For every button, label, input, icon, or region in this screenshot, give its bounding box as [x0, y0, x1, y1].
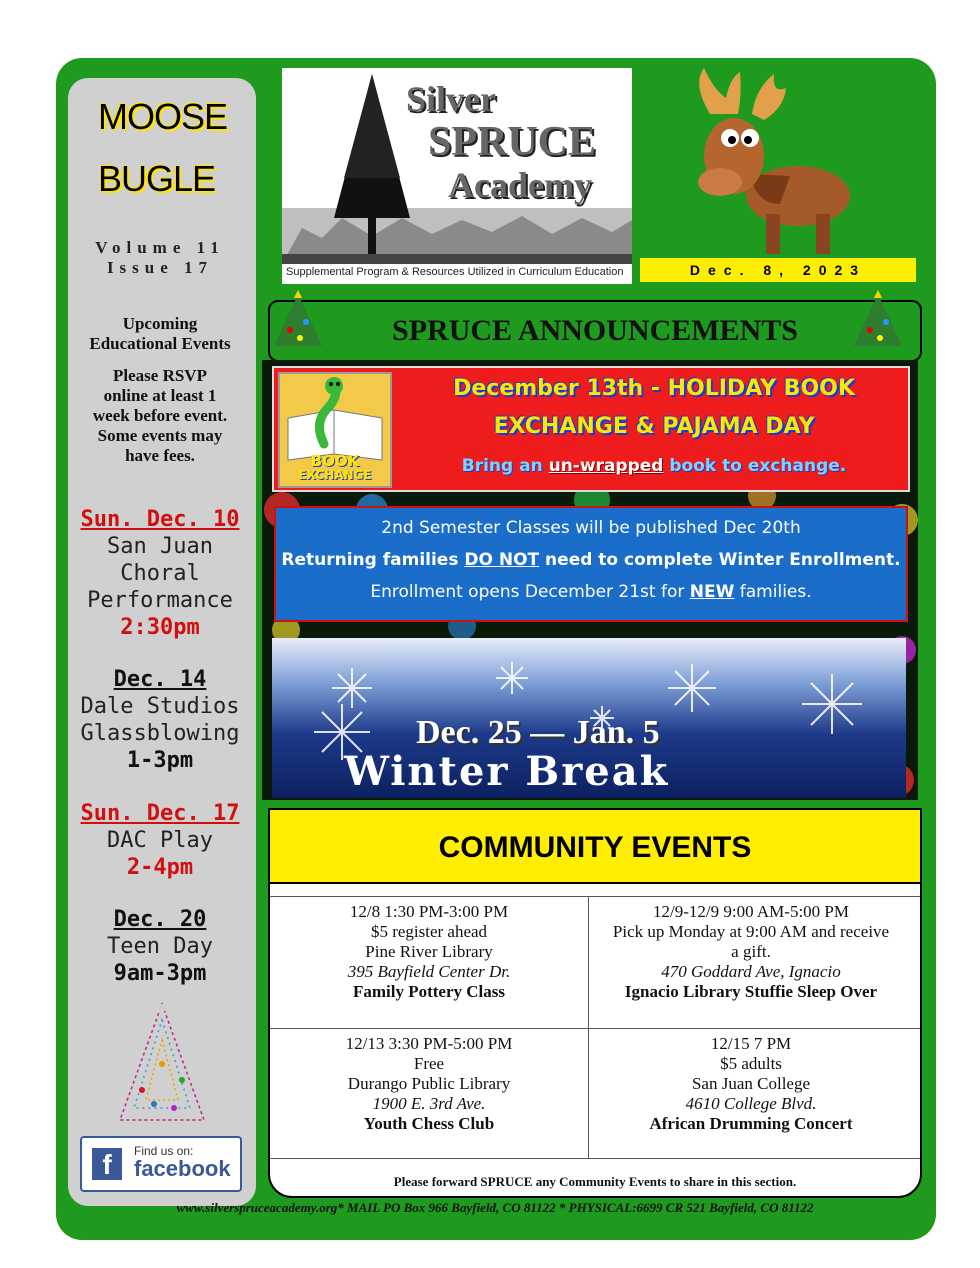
- grid-line: [588, 896, 589, 1158]
- masthead-line1: MOOSE: [98, 96, 228, 137]
- masthead-line2: BUGLE: [98, 158, 216, 199]
- grid-line: [270, 1028, 920, 1029]
- community-events-section: [268, 808, 922, 1198]
- volume-label: Volume 11: [95, 238, 225, 257]
- book-exchange-image-text-bottom: EXCHANGE: [298, 468, 372, 482]
- logo-line1: Silver: [406, 79, 496, 119]
- enrollment-line3: Enrollment opens December 21st for NEW families.: [370, 582, 812, 602]
- holiday-line1: December 13th - HOLIDAY BOOK: [453, 376, 855, 401]
- rsvp-note: Please RSVP online at least 1 week before event. Some events may have fees.: [92, 366, 228, 465]
- community-event-cell: 12/9-12/9 9:00 AM-5:00 PM Pick up Monday at 9:00 AM and receive a gift. 470 Goddard Ave, Ignacio Ignacio Library Stuffie Sleep Over: [612, 902, 890, 1001]
- community-event-cell: 12/15 7 PM $5 adults San Juan College 4610 College Blvd. African Drumming Concert: [649, 1034, 853, 1133]
- winter-break-title: Winter Break: [344, 748, 670, 795]
- christmas-tree-icon: [852, 286, 904, 352]
- bring-book-line: Bring an un-wrapped book to exchange.: [461, 456, 847, 476]
- sidebar-event: Sun. Dec. 17 DAC Play 2-4pm: [80, 801, 240, 880]
- community-event-cell: 12/8 1:30 PM-3:00 PM $5 register ahead Pine River Library 395 Bayfield Center Dr. Family Pottery Class: [347, 902, 511, 1001]
- holiday-line2: EXCHANGE & PAJAMA DAY: [493, 414, 815, 439]
- moose-mascot-icon: [690, 64, 860, 258]
- issue-date: Dec. 8, 2023: [640, 258, 916, 282]
- christmas-tree-icon: [272, 286, 324, 352]
- community-event-cell: 12/13 3:30 PM-5:00 PM Free Durango Public Library 1900 E. 3rd Ave. Youth Chess Club: [345, 1034, 513, 1133]
- grid-line: [270, 1158, 920, 1159]
- logo-tagline: Supplemental Program & Resources Utilized in Curriculum Education: [286, 266, 624, 278]
- announcements-bar: [268, 300, 922, 362]
- logo-line3: Academy: [448, 165, 592, 205]
- sidebar-event: Dec. 20 Teen Day 9am-3pm: [107, 907, 213, 986]
- holiday-book-exchange-panel: [272, 366, 910, 492]
- logo-line2: SPRUCE: [428, 119, 597, 165]
- facebook-button[interactable]: [80, 1136, 242, 1192]
- community-events-title: COMMUNITY EVENTS: [270, 810, 920, 884]
- page-footer: www.silverspruceacademy.org* MAIL PO Box 966 Bayfield, CO 81122 * PHYSICAL:6699 CR 521 Bayfield, CO 81122: [176, 1200, 814, 1215]
- announcements-title: SPRUCE ANNOUNCEMENTS: [392, 314, 798, 347]
- book-exchange-image-text-top: BOOK: [310, 452, 360, 470]
- winter-break-banner: [272, 638, 906, 798]
- facebook-find-label: Find us on:: [134, 1144, 194, 1158]
- book-exchange-image: [278, 372, 392, 488]
- facebook-label: facebook: [134, 1156, 231, 1181]
- enrollment-panel: [274, 506, 908, 622]
- sidebar-event: Dec. 14 Dale Studios Glassblowing 1-3pm: [80, 667, 240, 773]
- facebook-icon: f: [92, 1148, 122, 1180]
- enrollment-line2: Returning families DO NOT need to complete Winter Enrollment.: [281, 550, 901, 570]
- enrollment-line1: 2nd Semester Classes will be published Dec 20th: [381, 518, 801, 538]
- issue-label: Issue 17: [106, 258, 214, 277]
- community-footer-note: Please forward SPRUCE any Community Events to share in this section.: [393, 1174, 797, 1189]
- sparkle-tree-icon: [112, 1000, 212, 1128]
- upcoming-heading: Upcoming Educational Events: [89, 314, 231, 353]
- grid-line: [270, 896, 920, 897]
- winter-break-dates: Dec. 25 — Jan. 5: [416, 714, 660, 751]
- sidebar-event: Sun. Dec. 10 San Juan Choral Performance 2:30pm: [80, 507, 240, 640]
- school-logo: [282, 68, 632, 284]
